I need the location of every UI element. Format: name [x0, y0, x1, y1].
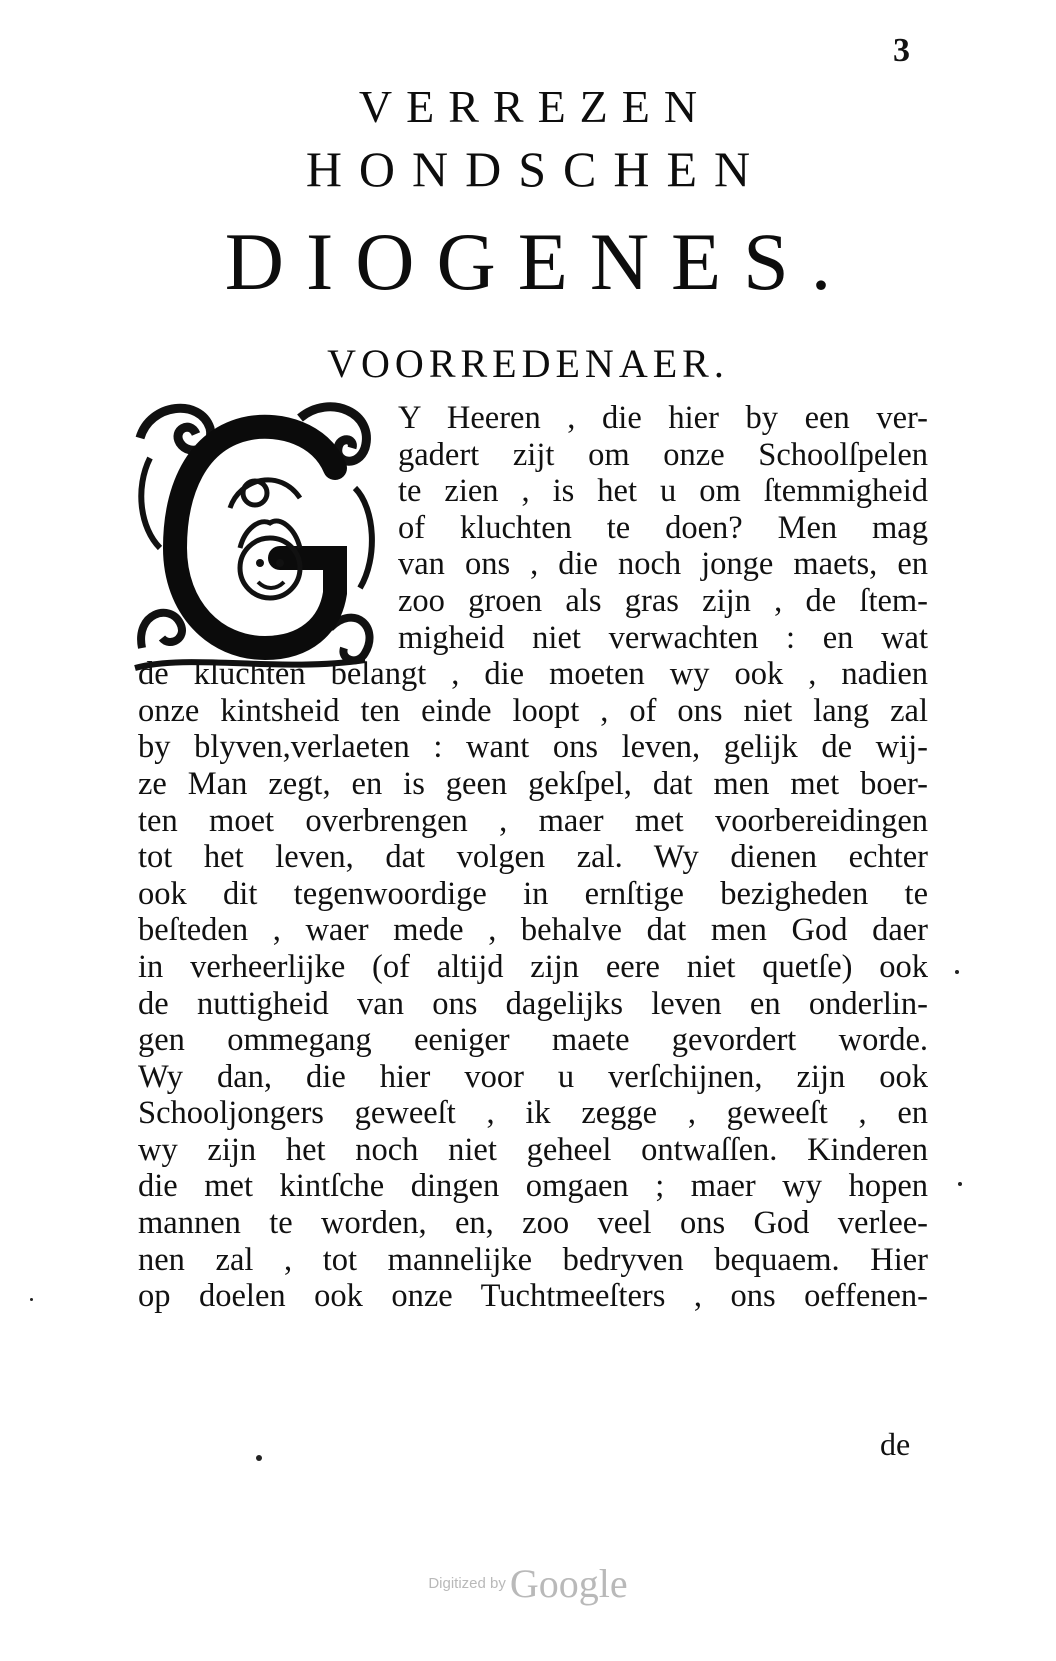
text-line: onze kintsheid ten einde loopt , of ons niet lang zal — [138, 692, 928, 729]
text-line: tot het leven, dat volgen zal. Wy dienen echter — [138, 839, 928, 876]
text-line: gen ommegang eeniger maete gevordert worde. — [138, 1022, 928, 1059]
text-line: migheid niet verwachten : en wat — [398, 619, 928, 656]
text-line: gadert zijt om onze Schoolſpelen — [398, 436, 928, 473]
text-line: wy zijn het noch niet geheel ontwaſſen. Kinderen — [138, 1131, 928, 1168]
ink-speck — [30, 1298, 33, 1301]
text-line: Wy dan, die hier voor u verſchijnen, zijn ook — [138, 1058, 928, 1095]
text-line: mannen te worden, en, zoo veel ons God verlee- — [138, 1205, 928, 1242]
ink-speck — [955, 970, 959, 974]
text-line: die met kintſche dingen omgaen ; maer wy hopen — [138, 1168, 928, 1205]
text-line: op doelen ook onze Tuchtmeeſters , ons oeffenen- — [138, 1278, 928, 1315]
catchword: de — [880, 1426, 911, 1462]
text-line: Schooljongers geweeſt , ik zegge , geweeſt , en — [138, 1095, 928, 1132]
text-line: ten moet overbrengen , maer met voorbereidingen — [138, 802, 928, 839]
text-line: of kluchten te doen? Men mag — [398, 509, 928, 546]
text-line: in verheerlijke (of altijd zijn eere niet quetſe) ook — [138, 948, 928, 985]
digitized-watermark — [0, 1560, 1056, 1607]
text-line: beſteden , waer mede , behalve dat men God daer — [138, 912, 928, 949]
google-logo: Google — [509, 1561, 628, 1606]
title-line-2: HONDSCHEN — [305, 141, 768, 197]
text-line: ze Man zegt, en is geen gekſpel, dat men met boer- — [138, 765, 928, 802]
text-line: zoo groen als gras zijn , de ſtem- — [398, 582, 928, 619]
ink-speck — [958, 1182, 962, 1186]
watermark-prefix: Digitized by — [428, 1575, 506, 1592]
text-line: ook dit tegenwoordige in ernſtige bezigheden te — [138, 875, 928, 912]
text-line: de kluchten belangt , die moeten wy ook , nadien — [138, 656, 928, 693]
text-line: by blyven,verlaeten : want ons leven, gelijk de wij- — [138, 729, 928, 766]
page-number: 3 — [893, 32, 910, 69]
body-text — [138, 400, 928, 1315]
text-line: van ons , die noch jonge maets, en — [398, 546, 928, 583]
text-line: nen zal , tot mannelijke bedryven bequaem. Hier — [138, 1241, 928, 1278]
title-line-1: VERREZEN — [358, 81, 712, 132]
text-line: Y Heeren , die hier by een ver- — [398, 400, 928, 436]
text-line: de nuttigheid van ons dagelijks leven en onderlin- — [138, 985, 928, 1022]
title-line-3: DIOGENES. — [224, 216, 854, 307]
ink-speck — [256, 1455, 262, 1461]
text-line: te zien , is het u om ſtemmigheid — [398, 473, 928, 510]
section-heading: VOORREDENAER. — [327, 341, 729, 386]
